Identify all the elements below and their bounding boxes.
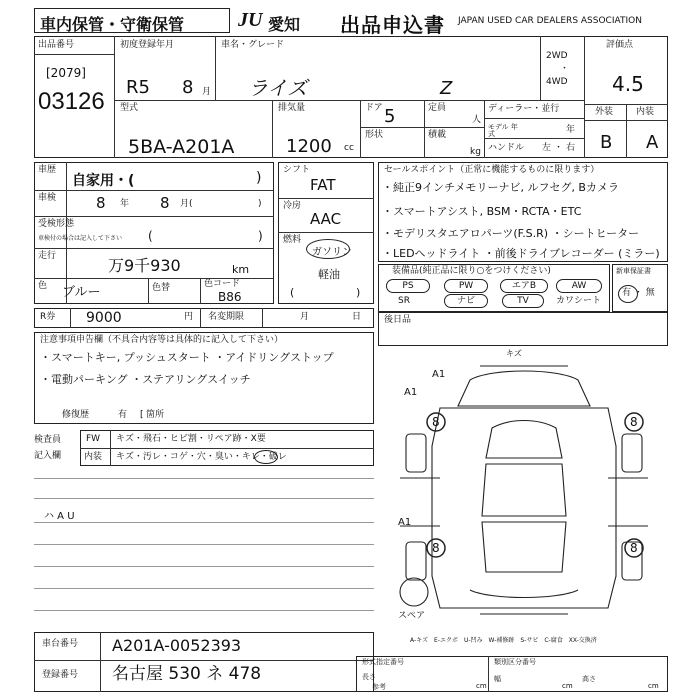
inspection-label: 車検 — [38, 193, 57, 203]
first-reg-era: R5 — [126, 77, 150, 98]
org-name: 愛知 — [268, 15, 301, 34]
width-unit: cm — [562, 682, 573, 690]
load-unit: kg — [470, 147, 481, 157]
notes-line: ・電動パーキング ・ステアリングスイッチ — [40, 373, 251, 386]
interior-check-items: キズ・汚レ・コゲ・穴・臭い・キレ・破レ — [116, 452, 287, 462]
damage-legend: A-キズ E-エクボ U-凹み W-補修跡 S-サビ C-腐食 XX-交換済 — [410, 637, 597, 644]
repair-bracket: [ — [140, 410, 144, 420]
equip-airbag: エアB — [500, 279, 548, 293]
org-english: JAPAN USED CAR DEALERS ASSOCIATION — [458, 16, 642, 26]
equip-ps: PS — [386, 279, 430, 293]
odor-circle — [254, 450, 278, 464]
recycle-unit: 円 — [184, 312, 194, 322]
equip-navi: ナビ — [444, 294, 488, 308]
car-name: ライズ — [248, 76, 308, 100]
diagram-mark-a1: A1 — [432, 369, 446, 380]
wheel-mark: 8 — [630, 541, 638, 555]
wheel-mark: 8 — [432, 541, 440, 555]
model-label: 車名・グレード — [221, 40, 285, 50]
ref-label: 参考 — [372, 683, 386, 691]
usage-value: 自家用・( — [72, 173, 135, 189]
sales-point-line: ・純正9インチメモリーナビ, ルフセグ, Bカメラ — [382, 181, 619, 194]
month-unit: 月 — [202, 87, 212, 97]
grade: Z — [440, 78, 453, 99]
sales-point-line: ・LEDヘッドライト ・前後ドライブレコーダー (ミラー) — [382, 247, 660, 260]
handle-left: 左 — [542, 143, 552, 153]
exterior-grade: B — [600, 132, 613, 153]
diagram-mark-a1: A1 — [404, 387, 418, 398]
fw-items: キズ・飛石・ヒビ割・リペア跡・X要 — [116, 434, 266, 444]
first-reg-label: 初度登録年月 — [120, 40, 175, 50]
notes-label: 注意事項申告欄（不具合内容等は具体的に記入して下さい） — [40, 335, 284, 345]
drive-4wd: 4WD — [546, 77, 568, 87]
equip-aw: AW — [556, 279, 602, 293]
sales-point-line: ・スマートアシスト, BSM・RCTA・ETC — [382, 205, 582, 218]
plate-number: 名古屋 530 ネ 478 — [112, 664, 262, 684]
inspection-month-unit: 月( — [180, 199, 193, 209]
year-unit: 年 — [566, 125, 576, 135]
inspection-year: 8 — [96, 194, 106, 212]
handle-label: ハンドル — [488, 143, 525, 153]
ac-value: AAC — [310, 210, 342, 228]
repair-value: 有 — [118, 410, 128, 420]
name-change-month: 月 — [300, 312, 310, 322]
recycle-row — [34, 308, 374, 328]
lot-label: 出品番号 — [38, 40, 75, 50]
recycle-label: R券 — [40, 312, 56, 322]
receipt-label: 受検形態 — [38, 219, 75, 229]
receipt-close: ) — [258, 229, 263, 243]
cert-type-label: 形式指定番号 — [362, 658, 404, 666]
cert-class-label: 類別区分番号 — [494, 658, 536, 666]
handle-right: 右 — [566, 143, 576, 153]
equip-pw: PW — [444, 279, 488, 293]
mileage-value: 万9千930 — [108, 256, 181, 275]
fuel-diesel: 軽油 — [318, 268, 340, 281]
color-code: B86 — [218, 290, 242, 304]
interior-check-label: 内装 — [84, 452, 103, 462]
score-value: 4.5 — [612, 72, 644, 96]
type-value: 5BA-A201A — [128, 136, 235, 158]
height-label: 高さ — [582, 675, 596, 683]
equipment-label: 装備品(純正品に限り○をつけください) — [392, 266, 551, 276]
frame-number: A201A-0052393 — [112, 636, 242, 655]
color-code-label: 色コード — [204, 279, 241, 289]
mileage-label: 走行 — [38, 251, 57, 261]
sales-point-line: ・モデリスタエアロパーツ(F.S.R) ・シートヒーター — [382, 227, 640, 240]
usage-label: 車歴 — [38, 165, 57, 175]
equip-sr: SR — [398, 296, 410, 306]
model-year-label: モデル 年式 — [488, 123, 518, 138]
fuel-gas: ガソリン — [312, 247, 352, 258]
name-change-label: 名変期限 — [208, 312, 245, 322]
spare-label: スペア — [398, 611, 426, 621]
drive-sep: ・ — [560, 64, 570, 74]
ju-logo: JU — [238, 9, 263, 31]
first-reg-month: 8 — [182, 77, 194, 98]
door-label: ドア — [365, 103, 383, 113]
car-diagram — [380, 346, 668, 636]
color-value: ブルー — [62, 285, 101, 300]
dealer-label: ディーラー・並行 — [488, 104, 560, 114]
diagram-mark-a1: A1 — [398, 517, 412, 528]
usage-close: ) — [256, 170, 262, 186]
capacity-unit: 人 — [472, 115, 482, 125]
width-label: 幅 — [494, 675, 501, 683]
lot-number: 03126 — [38, 88, 105, 115]
doors-value: 5 — [384, 106, 396, 127]
inspection-month: 8 — [160, 194, 170, 212]
rear-seat-block — [378, 312, 668, 346]
interior-label: 内装 — [636, 107, 655, 117]
notes-line: ・スマートキー, プッシュスタート ・アイドリングストップ — [40, 351, 334, 364]
type-label: 型式 — [120, 103, 139, 113]
receipt-open: ( — [148, 229, 153, 243]
equip-tv: TV — [502, 294, 544, 308]
handle-dot: ・ — [554, 143, 564, 153]
inspector-remarks: ハ A U — [44, 511, 75, 522]
exterior-label: 外装 — [595, 107, 614, 117]
inspector-entry-label: 記入欄 — [34, 451, 62, 461]
capacity-label: 定員 — [428, 103, 447, 113]
diagram-top-note: キズ — [506, 349, 522, 358]
load-label: 積載 — [428, 130, 447, 140]
fuel-close: ) — [356, 286, 361, 299]
recycle-amount: 9000 — [86, 310, 122, 326]
plate-label: 登録番号 — [42, 670, 79, 680]
shift-label: シフト — [283, 165, 311, 175]
displacement-unit: cc — [344, 143, 354, 153]
interior-grade: A — [646, 132, 659, 153]
displacement-value: 1200 — [286, 136, 332, 157]
fw-label: FW — [86, 434, 101, 444]
wheel-mark: 8 — [630, 415, 638, 429]
storage-tag: 車内保管・守衛保管 — [40, 15, 185, 34]
equip-leather: カワシート — [556, 296, 602, 306]
fuel-open: ( — [290, 286, 295, 299]
ac-label: 冷房 — [283, 201, 302, 211]
lot-sub: [2079] — [46, 66, 86, 80]
inspector-label: 検査員 — [34, 435, 62, 445]
height-unit: cm — [648, 682, 659, 690]
warranty-label: 新車保証書 — [616, 267, 651, 275]
frame-label: 車台番号 — [42, 639, 79, 649]
repair-part: 箇所 — [146, 410, 165, 420]
length-label: 長さ — [362, 673, 376, 681]
form-title: 出品申込書 — [340, 13, 445, 37]
sales-points-label: セールスポイント（正常に機能するものに限ります） — [384, 165, 600, 175]
mileage-unit: km — [232, 263, 250, 276]
color-label: 色 — [38, 281, 48, 291]
wheel-mark: 8 — [432, 415, 440, 429]
inspection-close: ) — [258, 199, 262, 209]
repaint-label: 色替 — [152, 283, 171, 293]
warranty-options: 有 ・ 無 — [622, 288, 655, 298]
inspection-year-unit: 年 — [120, 199, 130, 209]
length-unit: cm — [476, 682, 487, 690]
rear-seat-label: 後日品 — [384, 315, 412, 325]
shape-label: 形状 — [365, 130, 384, 140]
repair-label: 修復歴 — [62, 410, 90, 420]
displacement-label: 排気量 — [278, 103, 306, 113]
name-change-day: 日 — [352, 312, 362, 322]
fuel-label: 燃料 — [283, 235, 302, 245]
score-label: 評価点 — [606, 40, 634, 50]
drive-2wd: 2WD — [546, 51, 568, 61]
receipt-note: 車検付の場合は記入して下さい — [38, 235, 123, 242]
shift-value: FAT — [310, 176, 336, 194]
